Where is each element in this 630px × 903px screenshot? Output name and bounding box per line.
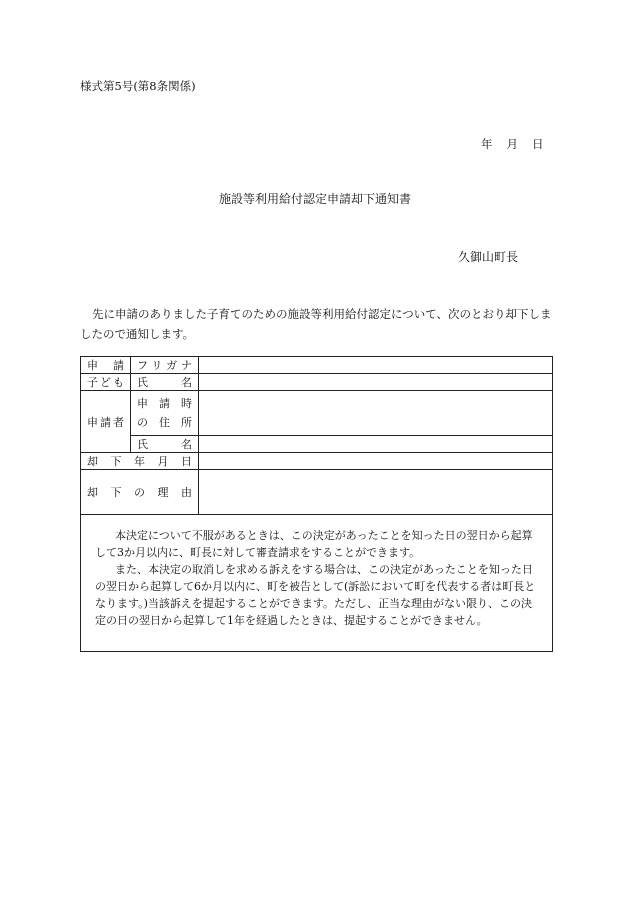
child-furigana-field[interactable] [199,357,553,374]
table-row [81,391,553,436]
child-name-field[interactable] [199,374,553,391]
issuer-name: 久御山町長 [458,250,519,264]
rejection-reason-field[interactable] [199,470,553,515]
table-row [81,357,553,374]
applicant-label: 申請者 [81,391,131,453]
appeal-notice-paragraph-2: また、本決定の取消しを求める訴えをする場合は、この決定があったことを知った日の翌日から起算して6か月以内に、町を被告として(訴訟において町を代表する者は町長となります。)当該訴えを提起することができます。ただし、正当な理由がない限り、この決定の日の翌日から起算して1年を経過したときは、提起することができません。 [95,563,536,627]
appeal-notice-cell [81,515,553,652]
address-label-line-2: の 住 所 [137,416,192,429]
form-reference: 様式第5号(第8条関係) [80,79,196,93]
applicant-address-field[interactable] [199,391,553,436]
child-label-top: 申 請 [81,357,131,374]
address-label [131,391,199,436]
child-name-label: 氏 名 [131,374,199,391]
date-month-label: 月 [506,137,518,151]
applicant-name-field[interactable] [199,436,553,453]
furigana-label: フリガナ [131,357,199,374]
table-row [81,470,553,515]
intro-paragraph: 先に申請のありました子育てのための施設等利用給付認定について、次のとおり却下しましたので通知します。 [80,307,552,341]
table-row [81,453,553,470]
rejection-form-table [80,356,553,652]
document-title: 施設等利用給付認定申請却下通知書 [218,192,411,206]
appeal-notice-paragraph-1: 本決定について不服があるときは、この決定があったことを知った日の翌日から起算して3か月以内に、町長に対して審査請求をすることができます。 [95,529,533,559]
table-row [81,374,553,391]
date-year-label: 年 [481,137,493,151]
address-label-line-1: 申 請 時 [137,397,192,410]
rejection-date-field[interactable] [199,453,553,470]
child-label-bottom: 子ども [81,374,131,391]
applicant-name-label: 氏 名 [131,436,199,453]
rejection-date-label: 却下年月日 [81,453,199,470]
rejection-reason-label: 却下の理由 [81,470,199,515]
table-row [81,436,553,453]
date-line [481,136,544,152]
appeal-notice [81,515,552,629]
date-day-label: 日 [532,137,544,151]
table-row [81,515,553,652]
